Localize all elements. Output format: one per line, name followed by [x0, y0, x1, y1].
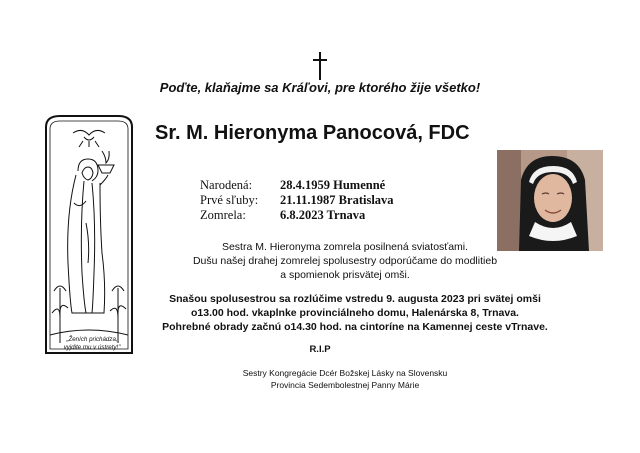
dove-icon [73, 130, 105, 147]
signature-line: Sestry Kongregácie Dcér Božskej Lásky na Slovensku [242, 368, 448, 378]
lamp-icon [98, 151, 114, 173]
fact-label: Prvé sľuby: [200, 193, 259, 207]
fact-row-died [200, 208, 394, 223]
condolence-message [175, 240, 515, 282]
fact-row-born [200, 178, 394, 193]
portrait-photo [497, 150, 603, 251]
message-line: Sestra M. Hieronyma zomrela posilnená sviatosťami. [221, 241, 469, 253]
signature [175, 367, 515, 391]
message-line: a spomienok prisvätej omši. [280, 269, 410, 281]
biographical-facts [200, 178, 394, 223]
cross-icon [310, 52, 330, 80]
rip-text: R.I.P [309, 344, 331, 355]
fact-value: 28.4.1959 Humenné [280, 178, 386, 192]
fact-label: Zomrela: [200, 208, 246, 222]
funeral-line: Snašou spolusestrou sa rozlúčime vstredu 9. augusta 2023 pri svätej omši [169, 293, 541, 305]
funeral-line: o13.00 hod. vkaplnke provinciálneho domu, Halenárska 8, Trnava. [191, 307, 519, 319]
signature-line: Provincia Sedembolestnej Panny Márie [270, 380, 420, 390]
funeral-line: Pohrebné obrady začnú o14.30 hod. na cintoríne na Kamennej ceste vTrnave. [162, 321, 548, 333]
artwork-caption-line1: „Ženích prichádza, [66, 336, 118, 343]
madonna-lamp-illustration [40, 113, 138, 360]
fact-row-vows [200, 193, 394, 208]
message-line: Dušu našej drahej zomrelej spolusestry odporúčame do modlitieb [192, 255, 498, 267]
fact-label: Narodená: [200, 178, 253, 192]
fact-value: 6.8.2023 Trnava [280, 208, 366, 222]
motto: Poďte, klaňajme sa Kráľovi, pre ktorého žije všetko! [159, 80, 481, 95]
fact-value: 21.11.1987 Bratislava [280, 193, 394, 207]
deceased-name: Sr. M. Hieronyma Panocová, FDC [155, 122, 470, 144]
funeral-details [125, 292, 585, 334]
artwork-caption-line2: vyjdite mu v ústrety!" [63, 344, 121, 351]
